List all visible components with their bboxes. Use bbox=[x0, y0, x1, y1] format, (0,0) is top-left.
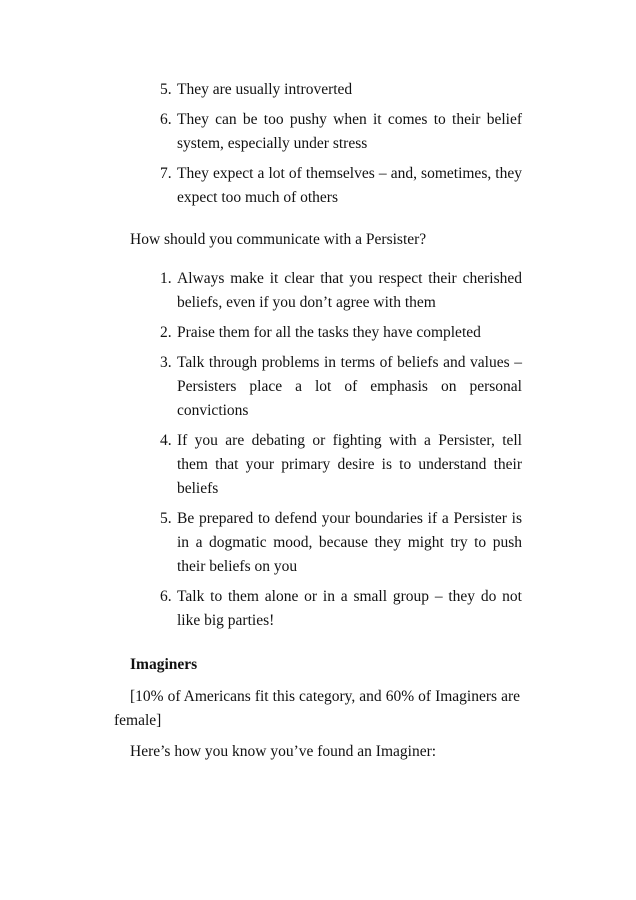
list-item bbox=[160, 585, 522, 633]
list-item bbox=[160, 267, 522, 315]
list-item bbox=[160, 162, 522, 210]
list-item-number: 1. bbox=[160, 270, 172, 287]
list-item-text: Always make it clear that you respect their cherished beliefs, even if you don’t agree with them bbox=[177, 270, 522, 311]
list-item-text: If you are debating or fighting with a Persister, tell them that your primary desire is to understand their beliefs bbox=[177, 432, 522, 497]
list-item bbox=[160, 108, 522, 156]
list-item-number: 6. bbox=[160, 588, 172, 605]
list-item-number: 7. bbox=[160, 165, 172, 182]
list-item-text: They expect a lot of themselves – and, sometimes, they expect too much of others bbox=[177, 165, 522, 206]
list-item bbox=[160, 507, 522, 579]
list-item-number: 5. bbox=[160, 81, 172, 98]
list-item bbox=[160, 321, 522, 345]
statistic-paragraph: [10% of Americans fit this category, and 60% of Imaginers are female] bbox=[114, 688, 520, 729]
list-item-number: 4. bbox=[160, 432, 172, 449]
list-item-text: Praise them for all the tasks they have completed bbox=[177, 324, 481, 341]
list-item bbox=[160, 351, 522, 423]
list-item-number: 6. bbox=[160, 111, 172, 128]
list-item-text: They are usually introverted bbox=[177, 81, 353, 98]
list-item-text: Be prepared to defend your boundaries if a Persister is in a dogmatic mood, because they might try to push their beliefs on you bbox=[177, 510, 522, 575]
list-item-text: They can be too pushy when it comes to their belief system, especially under stress bbox=[177, 111, 522, 152]
communication-tips-list bbox=[160, 267, 522, 639]
list-item bbox=[160, 78, 522, 102]
list-item-text: Talk to them alone or in a small group – they do not like big parties! bbox=[177, 588, 522, 629]
persister-traits-list bbox=[160, 78, 522, 216]
communicate-question: How should you communicate with a Persister? bbox=[130, 231, 427, 248]
list-item bbox=[160, 429, 522, 501]
list-item-number: 5. bbox=[160, 510, 172, 527]
section-heading: Imaginers bbox=[130, 656, 198, 673]
list-item-text: Talk through problems in terms of beliefs and values – Persisters place a lot of emphasis on personal convictions bbox=[177, 354, 522, 419]
list-item-number: 3. bbox=[160, 354, 172, 371]
identify-question: Here’s how you know you’ve found an Imaginer: bbox=[130, 743, 437, 760]
list-item-number: 2. bbox=[160, 324, 172, 341]
